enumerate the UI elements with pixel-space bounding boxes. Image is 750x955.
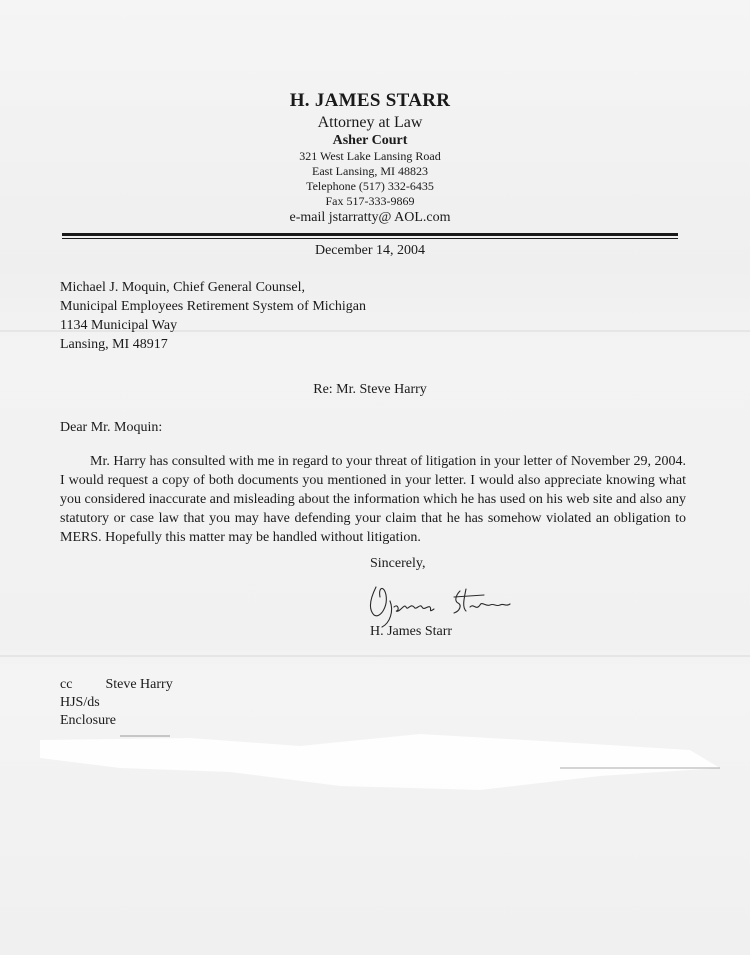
- letterhead-fax: Fax 517-333-9869: [325, 194, 415, 208]
- letter-body: Mr. Harry has consulted with me in regard to your threat of litigation in your letter of November 29, 2004. I would request a copy of both documents you mentioned in your letter. I would also appreciate knowing what you considered inaccurate and misleading about the information which he has used on his web site and also any statutory or case law that you may have defending your claim that he has somehow violated an obligation to MERS. Hopefully this matter may be handled without litigation.: [60, 454, 686, 545]
- letterhead-street: 321 West Lake Lansing Road: [299, 149, 441, 163]
- letterhead-rule-thick: [62, 233, 678, 236]
- cc-label: cc: [60, 677, 73, 692]
- letterhead: [0, 90, 740, 226]
- recipient-address: [60, 278, 366, 354]
- letterhead-email: e-mail jstarratty@ AOL.com: [289, 210, 451, 225]
- recipient-line: Lansing, MI 48917: [60, 337, 168, 352]
- letterhead-court: Asher Court: [332, 133, 408, 148]
- handwritten-signature: [362, 577, 522, 629]
- typist-initials: HJS/ds: [60, 695, 100, 710]
- letterhead-name: H. JAMES STARR: [289, 90, 451, 111]
- smudge-mark: [0, 728, 750, 808]
- signer-name: H. James Starr: [370, 624, 453, 639]
- re-line: Re: Mr. Steve Harry: [313, 382, 427, 397]
- closing: Sincerely,: [370, 556, 426, 571]
- salutation: Dear Mr. Moquin:: [60, 420, 163, 435]
- recipient-line: Municipal Employees Retirement System of Michigan: [60, 299, 366, 314]
- letterhead-title: Attorney at Law: [317, 114, 423, 131]
- recipient-line: Michael J. Moquin, Chief General Counsel,: [60, 280, 305, 295]
- letter-date: December 14, 2004: [314, 243, 426, 258]
- recipient-line: 1134 Municipal Way: [60, 318, 178, 333]
- cc-recipient: Steve Harry: [105, 677, 173, 692]
- cc-line: [60, 676, 173, 694]
- letterhead-city: East Lansing, MI 48823: [312, 164, 428, 178]
- enclosure-note: Enclosure: [60, 713, 116, 728]
- paper-fold: [0, 655, 750, 657]
- letterhead-rule-thin: [62, 238, 678, 239]
- letterhead-telephone: Telephone (517) 332-6435: [306, 179, 434, 193]
